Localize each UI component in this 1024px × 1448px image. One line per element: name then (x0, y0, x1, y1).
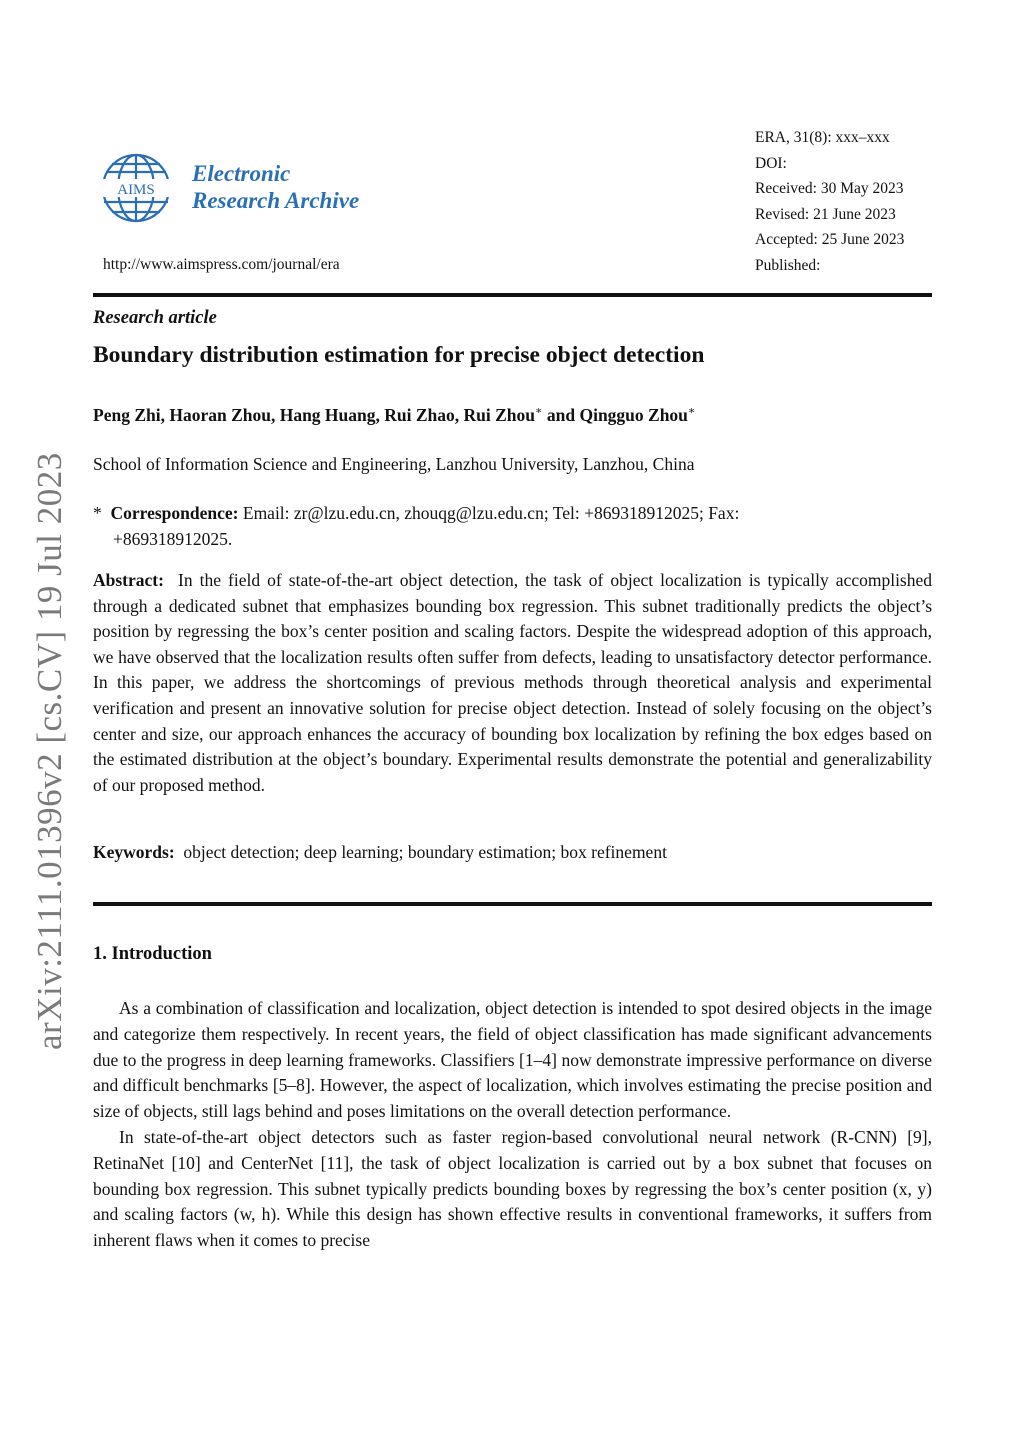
journal-name (192, 160, 359, 214)
arxiv-identifier: arXiv:2111.01396v2 [cs.CV] 19 Jul 2023 (30, 452, 69, 1050)
corresponding-marker-2: ∗ (687, 405, 696, 417)
abstract (93, 568, 932, 798)
aims-globe-logo (100, 152, 172, 224)
keywords (93, 842, 667, 863)
authors-last: and Qingguo Zhou (542, 404, 688, 425)
abstract-label: Abstract: (93, 570, 164, 590)
corr-star: * (93, 503, 102, 523)
meta-accepted: Accepted: 25 June 2023 (755, 231, 905, 248)
intro-paragraph-1: As a combination of classification and localization, object detection is intended to spot desired objects in the image and categorize them respectively. In recent years, the field of object classification has made significant advancements due to the progress in deep learning frameworks. Classifiers [1–4] now demonstrate impressive performance on diverse and difficult benchmarks [5–8]. However, the aspect of localization, which involves estimating the precise position and size of objects, still lags behind and poses limitations on the overall detection performance. (93, 998, 932, 1122)
corr-text-2: +869318912025. (113, 529, 233, 549)
abstract-text: In the field of state-of-the-art object detection, the task of object localization is typically accomplished through a dedicated subnet that emphasizes bounding box regression. This subnet traditionally predicts the object’s position by regressing the box’s center position and scaling factors. Despite the widespread adoption of this approach, we have observed that the localization results often suffer from defects, leading to unsatisfactory detector performance. In this paper, we address the shortcomings of previous methods through theoretical analysis and experimental verification and present an innovative solution for precise object detection. Instead of solely focusing on the object’s center and size, our approach enhances the accuracy of bounding box localization by refining the box edges based on the estimated distribution at the object’s boundary. Experimental results demonstrate the potential and generalizability of our proposed method. (93, 570, 933, 795)
publication-meta (755, 125, 904, 278)
logo-text: AIMS (117, 182, 155, 198)
section-heading: 1. Introduction (93, 944, 212, 964)
header-rule (93, 293, 932, 297)
correspondence (93, 500, 933, 552)
article-type: Research article (93, 308, 217, 328)
paper-title: Boundary distribution estimation for precise object detection (93, 342, 705, 368)
corr-label: Correspondence: (110, 503, 239, 523)
meta-volume: ERA, 31(8): xxx–xxx (755, 129, 890, 146)
journal-url[interactable]: http://www.aimspress.com/journal/era (103, 256, 340, 273)
intro-paragraph-2: In state-of-the-art object detectors such as faster region-based convolutional neural network (R-CNN) [9], RetinaNet [10] and CenterNet [11], the task of object localization is carried out by a box subnet that focuses on bounding box regression. This subnet typically predicts bounding boxes by regressing the box’s center position (x, y) and scaling factors (w, h). While this design has shown effective results in conventional frameworks, it suffers from inherent flaws when it comes to precise (93, 1126, 932, 1251)
author-list (93, 404, 695, 426)
journal-name-line1: Electronic (192, 161, 291, 186)
corr-text: Email: zr@lzu.edu.cn, zhouqg@lzu.edu.cn; Tel: +869318912025; Fax: (238, 503, 740, 523)
meta-received: Received: 30 May 2023 (755, 180, 904, 197)
intro-body (93, 996, 932, 1254)
abstract-rule (93, 902, 932, 906)
keywords-text: object detection; deep learning; boundary estimation; box refinement (183, 842, 667, 862)
meta-published: Published: (755, 256, 821, 274)
meta-revised: Revised: 21 June 2023 (755, 205, 896, 223)
affiliation: School of Information Science and Engineering, Lanzhou University, Lanzhou, China (93, 454, 695, 474)
authors-text: Peng Zhi, Haoran Zhou, Hang Huang, Rui Zhao, Rui Zhou (93, 404, 536, 425)
journal-name-line2: Research Archive (192, 188, 360, 213)
keywords-label: Keywords: (93, 842, 175, 862)
meta-doi: DOI: (755, 154, 787, 172)
corresponding-marker: ∗ (535, 405, 543, 417)
